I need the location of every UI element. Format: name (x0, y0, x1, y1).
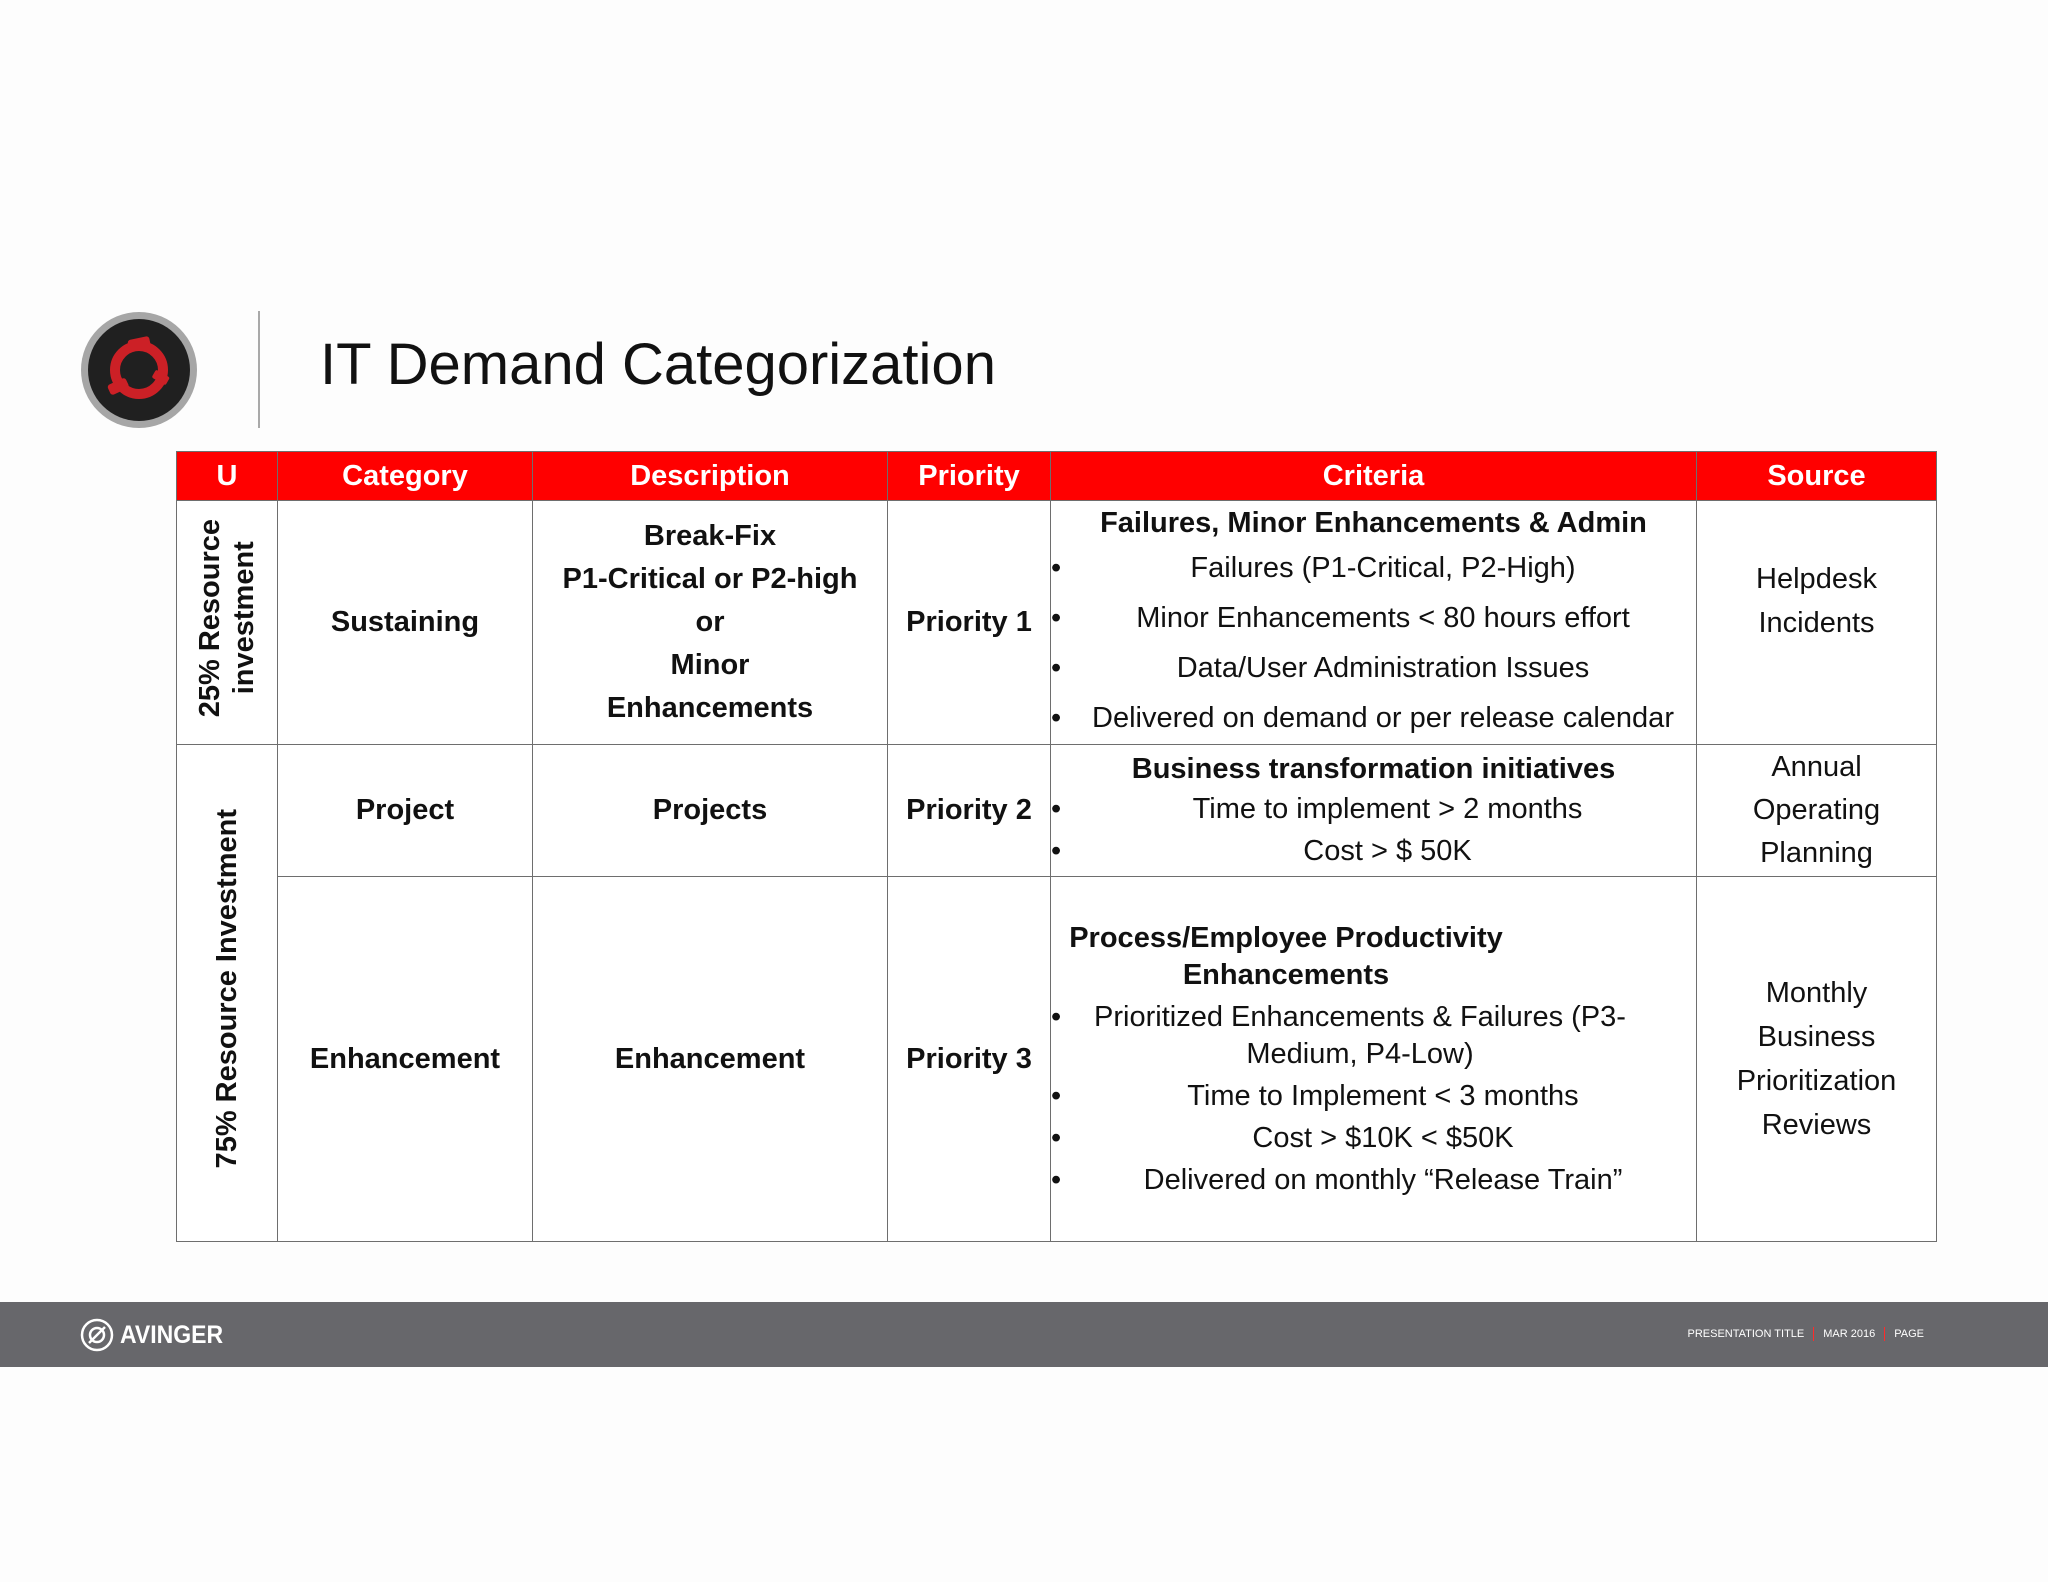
priority-cell: Priority 1 (888, 501, 1051, 745)
table-row (177, 501, 1937, 745)
table-header-row (177, 452, 1937, 501)
presentation-title-label: PRESENTATION TITLE (1687, 1328, 1805, 1340)
criteria-item: • Time to implement > 2 months (1051, 788, 1696, 830)
criteria-item: • Delivered on monthly “Release Train” (1051, 1162, 1696, 1199)
criteria-item: • Data/User Administration Issues (1051, 643, 1696, 693)
resource-group-cell (177, 745, 278, 1242)
criteria-item: • Minor Enhancements < 80 hours effort (1051, 593, 1696, 643)
title-divider (258, 311, 260, 428)
meta-separator (1813, 1327, 1814, 1341)
column-header-description: Description (533, 452, 888, 501)
criteria-item: • Delivered on demand or per release calendar (1051, 693, 1696, 743)
criteria-item: • Cost > $10K < $50K (1051, 1120, 1696, 1157)
criteria-cell (1051, 501, 1697, 745)
description-cell: Enhancement (533, 877, 888, 1242)
category-cell: Project (278, 745, 533, 877)
criteria-item: • Cost > $ 50K (1051, 830, 1696, 872)
source-cell: Annual Operating Planning (1697, 745, 1937, 877)
category-cell: Sustaining (278, 501, 533, 745)
criteria-heading: Business transformation initiatives (1131, 752, 1616, 785)
brand-name: AVINGER (120, 1321, 224, 1349)
priority-cell: Priority 3 (888, 877, 1051, 1242)
column-header-priority: Priority (888, 452, 1051, 501)
criteria-item: • Time to Implement < 3 months (1051, 1078, 1696, 1115)
criteria-heading: Failures, Minor Enhancements & Admin (1100, 507, 1647, 539)
category-cell: Enhancement (278, 877, 533, 1242)
table-row (177, 877, 1937, 1242)
meta-separator (1884, 1327, 1885, 1341)
criteria-cell (1051, 877, 1697, 1242)
criteria-item: • Prioritized Enhancements & Failures (P3-Medium, P4-Low) (1051, 999, 1650, 1073)
avinger-mark-icon (80, 1318, 114, 1352)
footer-meta (1688, 1326, 1925, 1342)
priority-cell: Priority 2 (888, 745, 1051, 877)
column-header-u: U (177, 452, 278, 501)
criteria-heading: Process/Employee Productivity Enhancements (1069, 921, 1503, 991)
criteria-cell (1051, 745, 1697, 877)
footer-bar (0, 1302, 2048, 1367)
resource-group-label: 75% Resource Investment (211, 809, 243, 1169)
date-label: MAR 2016 (1823, 1328, 1876, 1340)
column-header-category: Category (278, 452, 533, 501)
footer-brand (80, 1318, 232, 1352)
source-cell: Monthly Business Prioritization Reviews (1697, 877, 1937, 1242)
description-cell: Projects (533, 745, 888, 877)
resource-group-cell (177, 501, 278, 745)
description-cell: Break-Fix P1-Critical or P2-high or Minor Enhancements (533, 501, 888, 745)
source-cell: Helpdesk Incidents (1697, 501, 1937, 745)
column-header-source: Source (1697, 452, 1937, 501)
criteria-item: • Failures (P1-Critical, P2-High) (1051, 543, 1696, 593)
table-row (177, 745, 1937, 877)
demand-categorization-table (176, 451, 1937, 1242)
avinger-logo-icon (80, 311, 198, 429)
resource-group-label: 25% Resource investment (194, 519, 260, 718)
column-header-criteria: Criteria (1051, 452, 1697, 501)
page-title: IT Demand Categorization (320, 332, 996, 397)
page-label: PAGE (1894, 1328, 1924, 1340)
